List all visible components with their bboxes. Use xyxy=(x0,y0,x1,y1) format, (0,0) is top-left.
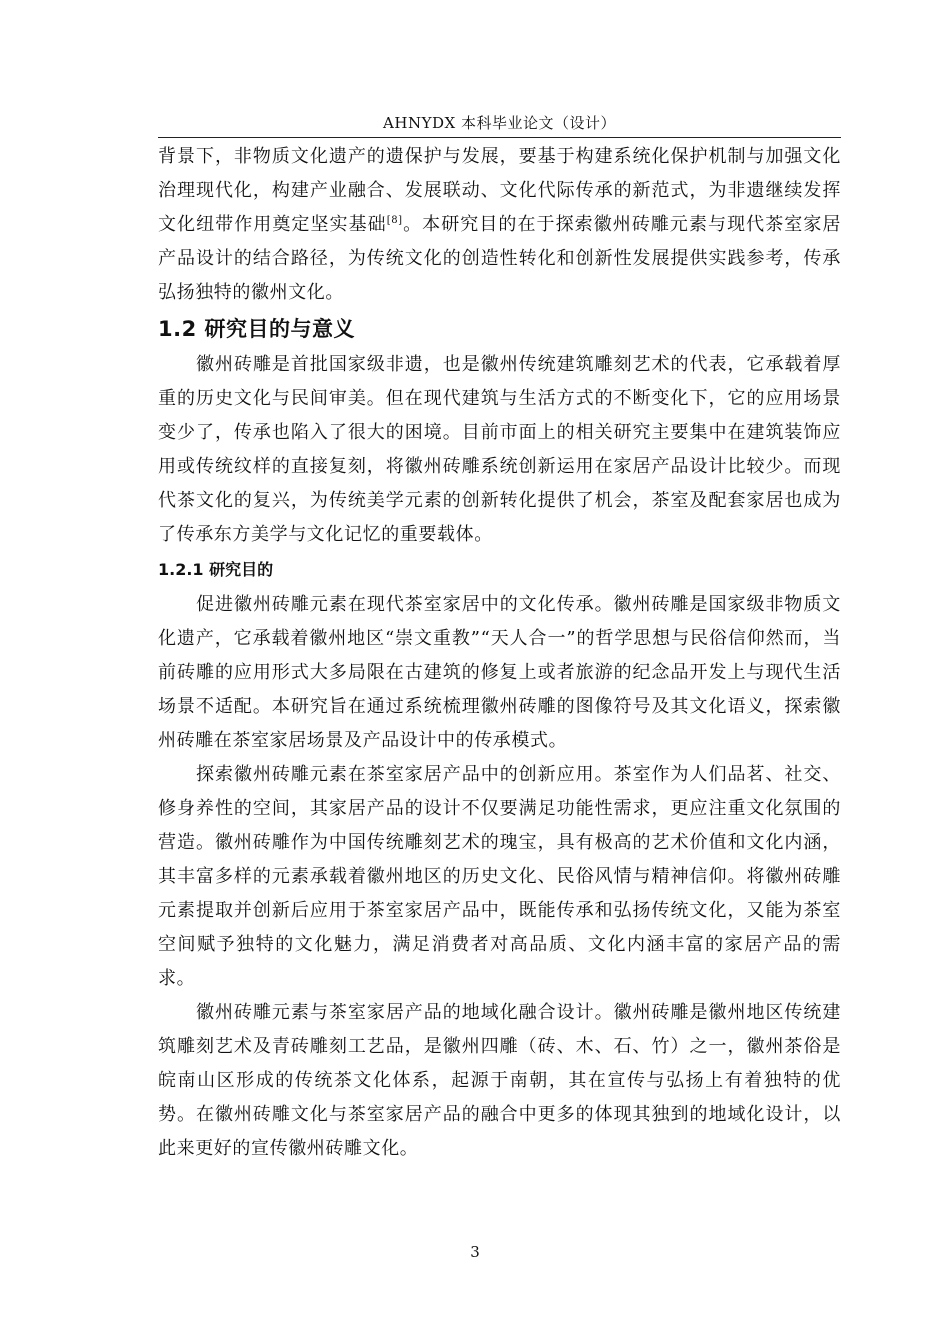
section-intro-paragraph: 徽州砖雕是首批国家级非遗，也是徽州传统建筑雕刻艺术的代表，它承载着厚重的历史文化与民间审美。但在现代建筑与生活方式的不断变化下，它的应用场景变少了，传承也陷入了很大的困境。目前市面上的相关研究主要集中在建筑装饰应用或传统纹样的直接复刻，将徽州砖雕系统创新运用在家居产品设计比较少。而现代茶文化的复兴，为传统美学元素的创新转化提供了机会，茶室及配套家居也成为了传承东方美学与文化记忆的重要载体。 xyxy=(158,354,841,545)
page-number: 3 xyxy=(470,1243,480,1261)
running-header: AHNYDX 本科毕业论文（设计） xyxy=(383,114,616,132)
citation-ref: [8] xyxy=(386,215,403,226)
intro-paragraph-tail xyxy=(158,140,841,310)
header-divider xyxy=(158,137,841,138)
intro-text-a: 背景下，非物质文化遗产的遗保护与发展，要基于构建系统化保护机制与加强文化治理现代化，构建产业融合、发展联动、文化代际传承的新范式，为非遗继续发挥文化纽带作用奠定坚实基础 xyxy=(158,146,841,235)
intro-text-b: 。本研究目的在于探索徽州砖雕元素与现代茶室家居产品设计的结合路径，为传统文化的创造性转化和创新性发展提供实践参考，传承弘扬独特的徽州文化。 xyxy=(158,214,841,303)
purpose-paragraph-2: 探索徽州砖雕元素在茶室家居产品中的创新应用。茶室作为人们品茗、社交、修身养性的空间，其家居产品的设计不仅要满足功能性需求，更应注重文化氛围的营造。徽州砖雕作为中国传统雕刻艺术的瑰宝，具有极高的艺术价值和文化内涵，其丰富多样的元素承载着徽州地区的历史文化、民俗风情与精神信仰。将徽州砖雕元素提取并创新后应用于茶室家居产品中，既能传承和弘扬传统文化，又能为茶室空间赋予独特的文化魅力，满足消费者对高品质、文化内涵丰富的家居产品的需求。 xyxy=(158,764,841,989)
subsection-heading: 1.2.1 研究目的 xyxy=(158,560,274,579)
purpose-paragraph-3: 徽州砖雕元素与茶室家居产品的地域化融合设计。徽州砖雕是徽州地区传统建筑雕刻艺术及青砖雕刻工艺品，是徽州四雕（砖、木、石、竹）之一，徽州茶俗是皖南山区形成的传统茶文化体系，起源于南朝，其在宣传与弘扬上有着独特的优势。在徽州砖雕文化与茶室家居产品的融合中更多的体现其独到的地域化设计，以此来更好的宣传徽州砖雕文化。 xyxy=(158,1002,841,1159)
purpose-paragraph-1: 促进徽州砖雕元素在现代茶室家居中的文化传承。徽州砖雕是国家级非物质文化遗产，它承载着徽州地区“崇文重教”“天人合一”的哲学思想与民俗信仰然而，当前砖雕的应用形式大多局限在古建筑的修复上或者旅游的纪念品开发上与现代生活场景不适配。本研究旨在通过系统梳理徽州砖雕的图像符号及其文化语义，探索徽州砖雕在茶室家居场景及产品设计中的传承模式。 xyxy=(158,594,841,751)
page-body xyxy=(158,140,841,1166)
section-heading: 1.2 研究目的与意义 xyxy=(158,317,356,341)
